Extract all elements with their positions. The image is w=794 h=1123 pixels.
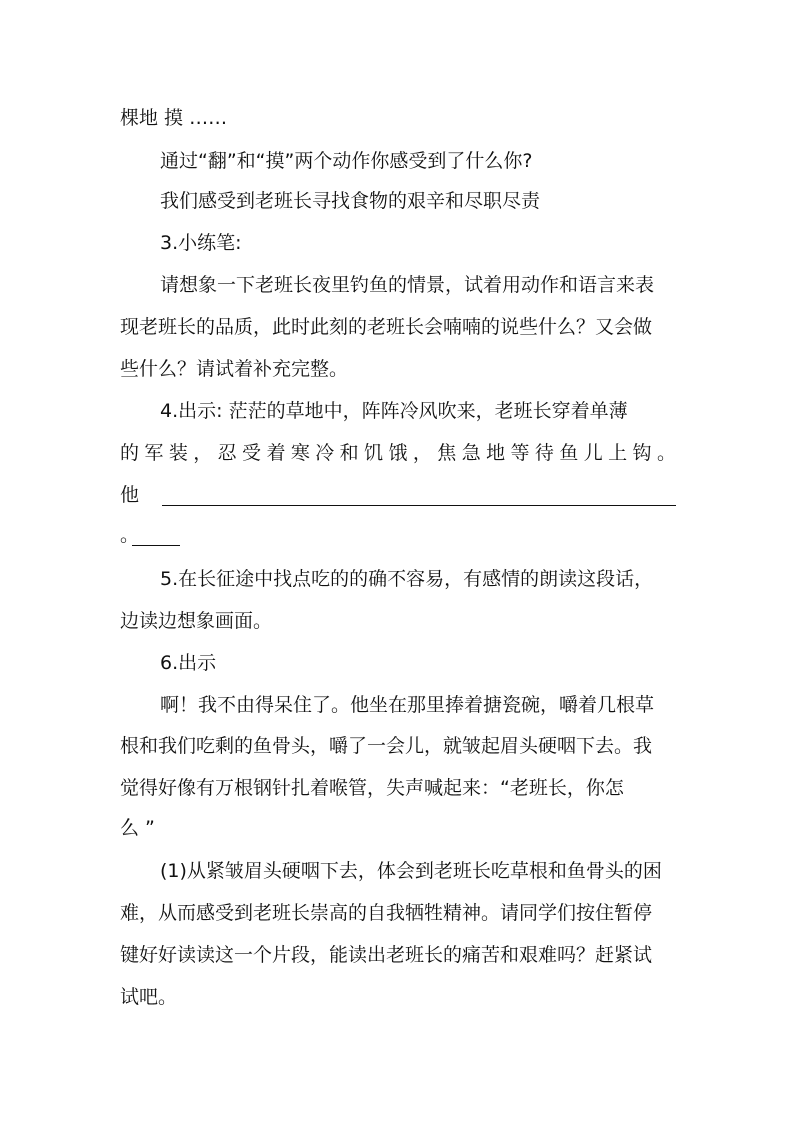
period-mark: 。 (120, 524, 140, 546)
char: 待 (534, 442, 554, 464)
fill-in-blank-tail[interactable] (120, 522, 180, 552)
quote-line: 么 ” (120, 817, 155, 839)
char: 儿 (583, 442, 603, 464)
paragraph-line: 试吧。 (120, 986, 178, 1008)
blank-underline (132, 545, 180, 546)
text-line: 棵地 摸 …… (120, 107, 228, 129)
section-heading-4: 4.出示: 茫茫的草地中，阵阵冷风吹来，老班长穿着单薄 (160, 400, 628, 422)
section-heading-5: 5.在长征途中找点吃的的确不容易，有感情的朗读这段话， (160, 568, 654, 590)
section-heading-3: 3.小练笔: (160, 232, 242, 254)
char: 钩 (632, 442, 652, 464)
char: ， (193, 442, 213, 464)
answer-line: 我们感受到老班长寻找食物的艰辛和尽职尽责 (160, 190, 541, 212)
char: 饥 (364, 442, 384, 464)
char: 忍 (217, 442, 237, 464)
char: 地 (486, 442, 506, 464)
char: 鱼 (559, 442, 579, 464)
paragraph-line: 请想象一下老班长夜里钓鱼的情景，试着用动作和语言来表 (160, 274, 655, 296)
char: 军 (144, 442, 164, 464)
paragraph-line: (1)从紧皱眉头硬咽下去，体会到老班长吃草根和鱼骨头的困 (160, 860, 662, 882)
char: 上 (608, 442, 628, 464)
paragraph-line: 难，从而感受到老班长崇高的自我牺牲精神。请同学们按住暂停 (120, 902, 653, 924)
paragraph-line: 键好好读读这一个片段，能读出老班长的痛苦和艰难吗？赶紧试 (120, 944, 653, 966)
paragraph-line: 现老班长的品质，此时此刻的老班长会喃喃的说些什么？又会做 (120, 316, 653, 338)
quote-line: 啊！我不由得呆住了。他坐在那里捧着搪瓷碗，嚼着几根草 (160, 694, 655, 716)
char: 急 (461, 442, 481, 464)
char: 饿 (388, 442, 408, 464)
char: 寒 (290, 442, 310, 464)
char: 的 (120, 442, 140, 464)
char: 着 (266, 442, 286, 464)
char: 冷 (315, 442, 335, 464)
char: 焦 (437, 442, 457, 464)
paragraph-line: 边读边想象画面。 (120, 610, 273, 632)
char: 。 (656, 442, 676, 464)
section-heading-6: 6.出示 (160, 652, 217, 674)
blank-label: 他 (120, 484, 140, 506)
blank-underline (162, 505, 676, 506)
question-line: 通过“翻”和“摸”两个动作你感受到了什么你? (160, 150, 533, 172)
char: 等 (510, 442, 530, 464)
justified-line (120, 440, 676, 466)
quote-line: 根和我们吃剩的鱼骨头，嚼了一会儿，就皱起眉头硬咽下去。我 (120, 735, 653, 757)
char: 装 (168, 442, 188, 464)
fill-in-blank[interactable] (120, 482, 676, 512)
char: ， (412, 442, 432, 464)
quote-line: 觉得好像有万根钢针扎着喉管，失声喊起来：“老班长，你怎 (120, 777, 624, 799)
paragraph-line: 些什么？请试着补充完整。 (120, 358, 349, 380)
char: 受 (242, 442, 262, 464)
char: 和 (339, 442, 359, 464)
